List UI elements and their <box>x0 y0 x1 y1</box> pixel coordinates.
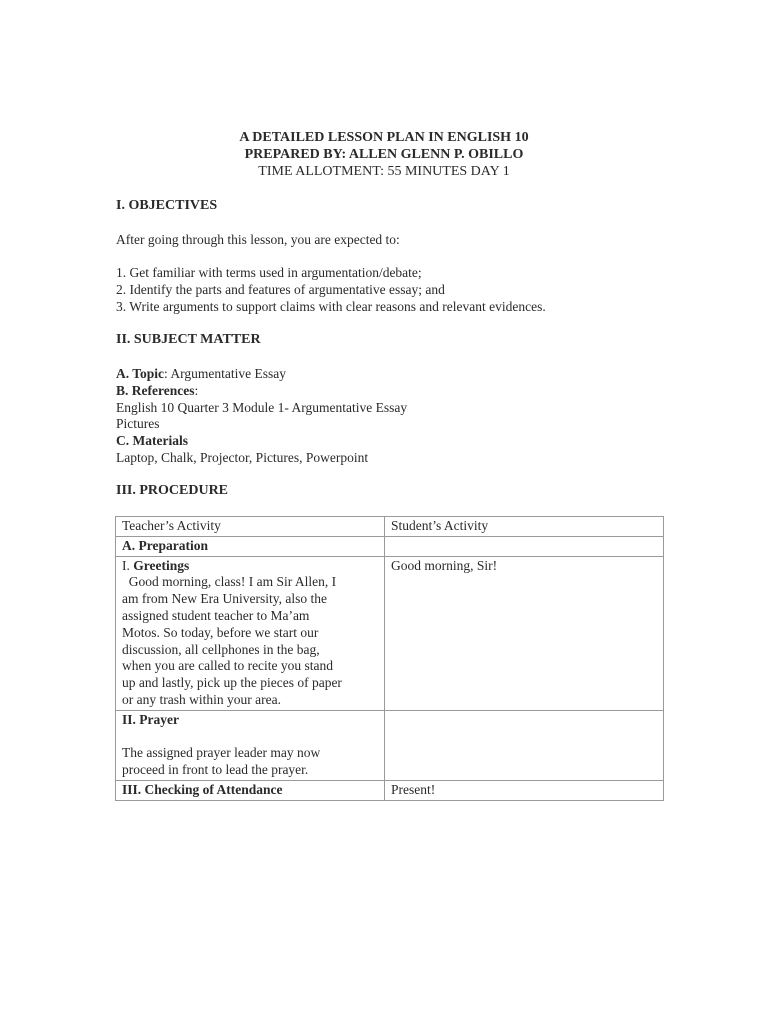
prayer-line: The assigned prayer leader may now <box>122 745 321 761</box>
objectives-list <box>116 265 676 315</box>
table-row <box>116 536 664 556</box>
greetings-title-line <box>122 558 378 575</box>
greetings-title: Greetings <box>133 557 190 573</box>
procedure-table <box>115 516 664 801</box>
table-row <box>116 517 664 537</box>
subject-matter-heading-block <box>116 332 676 349</box>
table-row <box>116 556 664 710</box>
greetings-line: am from New Era University, also the <box>122 591 327 607</box>
reference-item: English 10 Quarter 3 Module 1- Argumentative Essay <box>116 399 408 415</box>
teacher-activity-header: Teacher’s Activity <box>116 517 385 537</box>
subject-matter-heading: II. SUBJECT MATTER <box>116 332 261 347</box>
objective-item: 1. Get familiar with terms used in argumentation/debate; <box>116 265 422 280</box>
greetings-line: assigned student teacher to Ma’am <box>122 607 310 623</box>
objectives-intro: After going through this lesson, you are expected to: <box>116 232 400 247</box>
greetings-line: Motos. So today, before we start our <box>122 624 319 640</box>
prayer-cell <box>116 710 385 780</box>
subject-matter-body <box>116 366 676 467</box>
procedure-heading-block <box>116 483 676 500</box>
greetings-prefix: I. <box>122 557 134 573</box>
attendance-cell: III. Checking of Attendance <box>116 780 385 800</box>
references-label: B. References <box>116 382 195 398</box>
prayer-line: proceed in front to lead the prayer. <box>122 762 309 778</box>
empty-cell <box>385 536 664 556</box>
topic-label: A. Topic <box>116 366 165 381</box>
blank-line <box>122 729 378 746</box>
objectives-heading: I. OBJECTIVES <box>116 198 218 213</box>
greetings-response-cell: Good morning, Sir! <box>385 556 664 710</box>
references-line <box>116 383 676 400</box>
objective-item: 2. Identify the parts and features of argumentative essay; and <box>116 281 445 297</box>
greetings-line: or any trash within your area. <box>122 691 281 707</box>
materials-value: Laptop, Chalk, Projector, Pictures, Powerpoint <box>116 449 369 465</box>
procedure-heading: III. PROCEDURE <box>116 483 229 498</box>
objectives-heading-block <box>116 198 676 215</box>
table-row <box>116 710 664 780</box>
time-allotment: TIME ALLOTMENT: 55 MINUTES DAY 1 <box>258 164 510 179</box>
preparation-cell: A. Preparation <box>116 536 385 556</box>
topic-value: : Argumentative Essay <box>164 366 287 381</box>
greetings-line: up and lastly, pick up the pieces of paper <box>122 675 342 691</box>
document-header <box>0 129 768 180</box>
greetings-line: Good morning, class! I am Sir Allen, I <box>122 574 337 590</box>
references-colon: : <box>194 382 199 398</box>
document-title: A DETAILED LESSON PLAN IN ENGLISH 10 <box>239 130 529 145</box>
materials-label: C. Materials <box>116 433 188 449</box>
greetings-cell <box>116 556 385 710</box>
attendance-response-cell: Present! <box>385 780 664 800</box>
empty-cell <box>385 710 664 780</box>
table-row <box>116 780 664 800</box>
student-activity-header: Student’s Activity <box>385 517 664 537</box>
greetings-line: discussion, all cellphones in the bag, <box>122 641 320 657</box>
objectives-intro-block <box>116 232 676 249</box>
greetings-line: when you are called to recite you stand <box>122 658 334 674</box>
topic-line <box>116 366 676 383</box>
prayer-title: II. Prayer <box>122 711 179 727</box>
objective-item: 3. Write arguments to support claims with clear reasons and relevant evidences. <box>116 298 546 314</box>
prepared-by: PREPARED BY: ALLEN GLENN P. OBILLO <box>244 147 524 162</box>
reference-item: Pictures <box>116 416 160 432</box>
